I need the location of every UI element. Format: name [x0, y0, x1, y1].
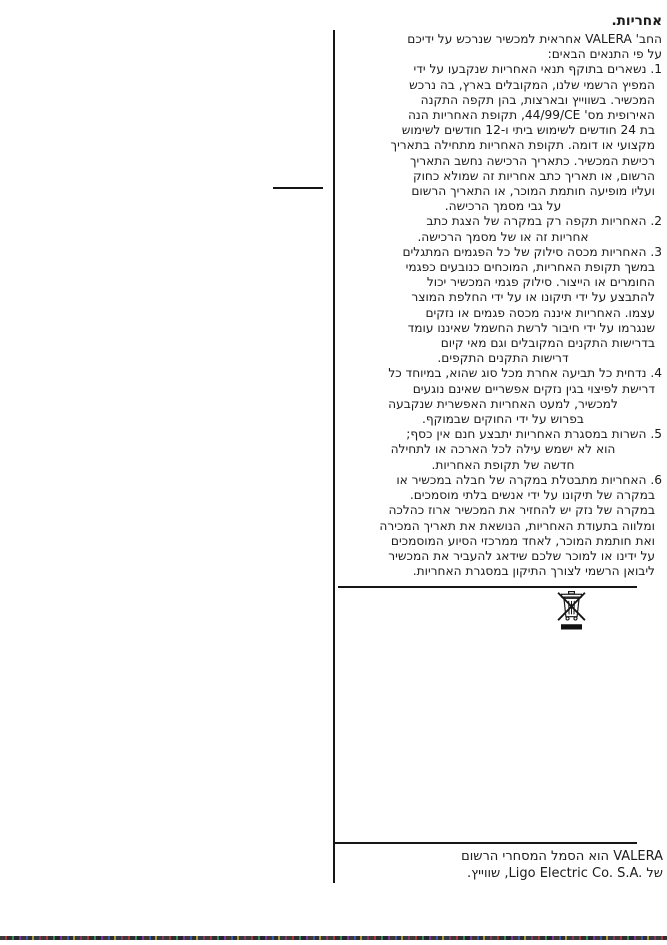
text-line: בדרישות התקנים המקובלים וגם מאי קיום [440, 336, 655, 351]
text-line: רכישת המכשיר. כתאריך הרכישה נחשב התאריך [409, 153, 655, 168]
text-line: שנגרמו על ידי חיבור לרשת החשמל שאיננו עומד [407, 320, 655, 335]
text-line: 3. האחריות מכסה סילוק של כל הפגמים המתגלים [402, 244, 662, 259]
text-line: בת 24 חודשים לשימוש ביתי ו-12 חודשים לשימוש [401, 123, 655, 138]
text-line: עצמו. האחריות איננה מכסה פגמים או נזקים [425, 305, 655, 320]
text-line: בפרוש על ידי החוקים שבמוקף. [422, 412, 584, 427]
column-divider-line [333, 30, 335, 883]
warranty-item [344, 62, 662, 214]
text-line: 1. נשארים בתוקף תנאי האחריות שנקבעו על ידי [413, 62, 662, 77]
item-number: 3. [650, 244, 662, 259]
warranty-item [344, 473, 662, 579]
text-line: דרישות התקנים התקפים. [437, 351, 569, 366]
warranty-title: אחריות. [611, 13, 662, 29]
text-line: המפיץ הרשמי שלנו, המקובלים בארץ, בה נרכש [409, 77, 655, 92]
text-line: למכשיר, למעט האחריות האפשרית שנקבעה [388, 396, 618, 411]
separator-rule-top [338, 586, 637, 588]
scan-noise-strip [0, 936, 667, 940]
text-line: במשך תקופת האחריות, המוכחים כנובעים כפגמי [405, 260, 655, 275]
warranty-items [344, 62, 662, 579]
text-line: הרשום, או תאריך כתב אחריות זה שמולא כחוק [412, 168, 655, 183]
warranty-item [344, 245, 662, 367]
trademark-footer [400, 849, 663, 882]
text-line: 2. האחריות תקפה רק במקרה של הצגת כתב [426, 214, 662, 229]
text-line: על פי התנאים הבאים: [547, 47, 662, 62]
text-line: דרישת לפיצוי בגין נזקים אפשריים שאינם נוגעים [412, 381, 655, 396]
text-line: 6. האחריות מתבטלת במקרה של חבלה במכשיר או [396, 472, 662, 487]
text-line: מקצועי או דומה. תקופת האחריות מתחילה בתאריך [390, 138, 655, 153]
text-line: החומרים או הייצור. סילוק פגמי המכשיר יכול [426, 275, 655, 290]
text-line: ליבואן הרשמי לצורך התיקון במסגרת האחריות. [412, 564, 655, 579]
text-line: הוא לא ישמש עילה לכל הארכה או לתחילה [390, 442, 616, 457]
text-line: ומלווה בתעודת האחריות, הנושאת את תאריך המכירה [379, 518, 655, 533]
text-line: האירופית מס' ‪44/99/CE‬, תקופת האחריות הנה [407, 108, 655, 123]
text-line: אחריות זה או של מסמך הרכישה. [417, 229, 589, 244]
warranty-item [344, 214, 662, 244]
text-line: 5. השרות במסגרת האחריות יתבצע חנם אין כסף; [406, 427, 662, 442]
text-line: להתבצע על ידי תיקונו או על ידי החלפת המוצר [411, 290, 655, 305]
text-line: ועליו מופיעה חותמת המוכר, או התאריך הרשום [411, 184, 655, 199]
text-line: של ‪Ligo Electric Co. S.A.‬, שווייץ. [466, 865, 663, 881]
item-number: 4. [650, 366, 662, 381]
item-number: 1. [650, 62, 662, 77]
item-number: 2. [650, 214, 662, 229]
warranty-item [344, 427, 662, 473]
text-line: 4. נדחית כל תביעה אחרת מכל סוג שהוא, במיוחד כל [388, 366, 662, 381]
warranty-item [344, 366, 662, 427]
text-line: על ידינו או למוכר שלכם שידאג להעביר את המכשיר [388, 548, 655, 563]
warranty-intro [344, 32, 662, 62]
text-line: חדשה של תקופת האחריות. [431, 457, 575, 472]
warranty-column [344, 12, 662, 579]
text-line: החב' VALERA אחראית למכשיר שנרכש על ידיכם [407, 32, 662, 46]
item-number: 6. [650, 472, 662, 487]
left-fold-mark [273, 187, 323, 189]
separator-rule-bottom [335, 842, 637, 844]
text-line: במקרה של נזק יש להחזיר את המכשיר ארוז כהלכה [388, 503, 655, 518]
item-number: 5. [650, 427, 662, 442]
text-line: VALERA הוא הסמל המסחרי הרשום [461, 849, 663, 864]
text-line: המכשיר. בשווייץ ובארצות, בהן תקפה התקנה [420, 92, 655, 107]
text-line: על גבי מסמך הרכישה. [444, 199, 562, 214]
text-line: במקרה של תיקונו על ידי אנשים בלתי מוסמכים. [409, 488, 655, 503]
text-line: ואת חותמת המוכר, לאחד ממרכזי הסיוע המוסמכים [390, 533, 655, 548]
weee-crossed-bin-icon [557, 591, 586, 633]
